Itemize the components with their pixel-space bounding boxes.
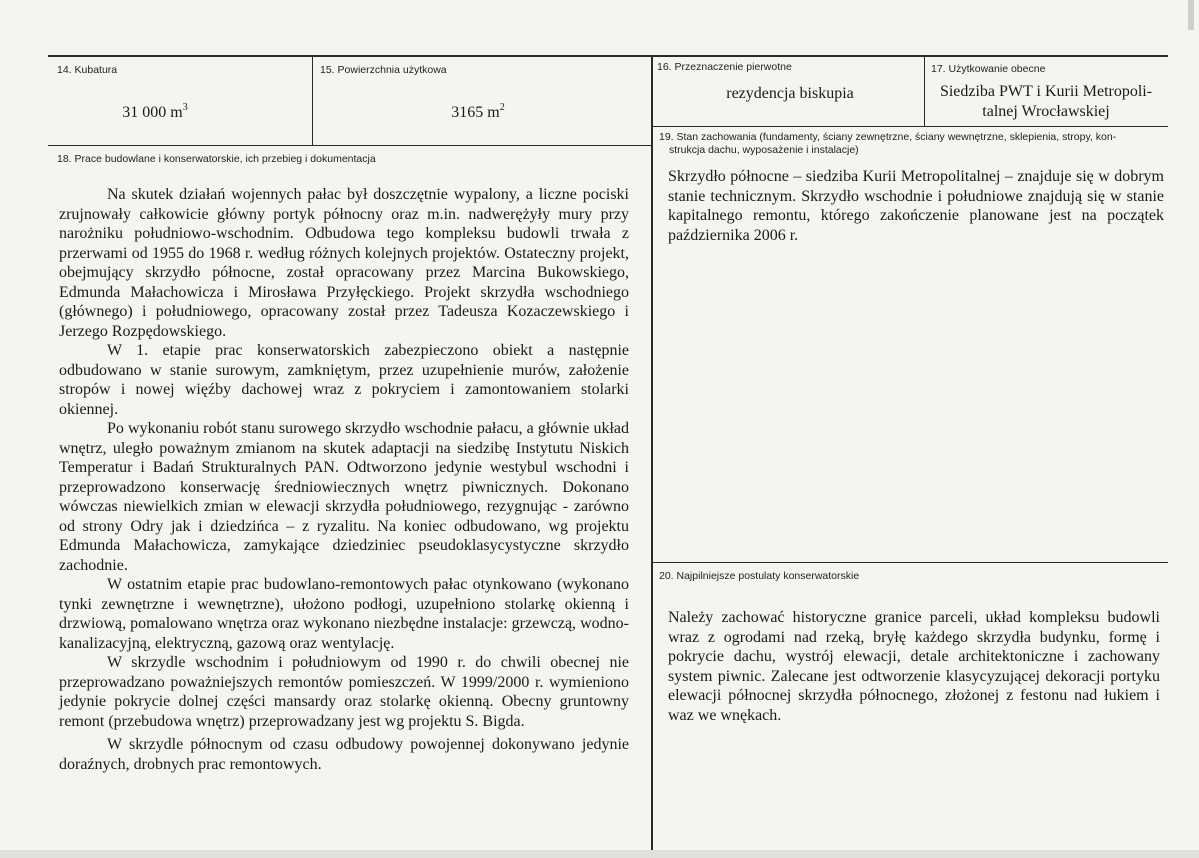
field-15-value [408,103,548,123]
kubatura-exponent: 3 [182,101,188,113]
paragraph: Na skutek działań wojennych pałac był doszczętnie wypalony, a liczne pociski zrujnowały całkowicie główny portyk północny oraz m.in. nadwerężyły mury przy narożniku południowo-wschodnim. Odbudowa tego kompleksu budowli trwała z przerwami od 1955 do 1968 r. według różnych kolejnych projektów. Ostateczny projekt, obejmujący skrzydło północne, został opracowany przez Marcina Bukowskiego, Edmunda Małachowicza i Mirosława Przyłęckiego. Projekt skrzydła wschodniego (głównego) i południowego, opracowany został przez Tadeusza Kozaczewskiego i Jerzego Rozpędowskiego. [59,186,629,340]
scan-edge-mark [1188,0,1194,30]
field-14-label: 14. Kubatura [57,64,118,76]
field-16-value: rezydencja biskupia [726,85,854,102]
field-15-label: 15. Powierzchnia użytkowa [320,64,447,76]
paragraph: W ostatnim etapie prac budowlano-remontowych pałac otynkowano (wykonano tynki zewnętrzne i wewnętrzne), ułożono podłogi, uzupełniono stolarkę okienną i drzwiową, pomalowano wnętrza oraz wykonano niezbędne instalacje: grzewczą, wodno-kanalizacyjną, elektryczną, gazową oraz wentylację. [59,576,629,652]
field-18-label: 18. Prace budowlane i konserwatorskie, ich przebieg i dokumentacja [57,153,376,165]
powierzchnia-value: 3165 m [451,104,500,121]
paragraph: W skrzydle wschodnim i południowym od 1990 r. do chwili obecnej nie przeprowadzano poważniejszych remontów pomieszczeń. W 1999/2000 r. wymieniono jedynie pokrycie dolnej części mansardy oraz stolarkę okienną. Obecny gruntowny remont (przebudowa wnętrz) przeprowadzany jest wg projektu S. Bigda. [59,654,629,730]
field-19-label-line1: 19. Stan zachowania (fundamenty, ściany zewnętrzne, ściany wewnętrzne, sklepienia, stropy, kon- [659,131,1117,143]
row1-bottom-rule-left [48,145,651,146]
divider-16-17 [924,56,925,127]
paragraph: Po wykonaniu robót stanu surowego skrzydło wschodnie pałacu, a głównie układ wnętrz, uległo poważnym zmianom na skutek adaptacji na siedzibę Instytutu Niskich Temperatur i Badań Strukturalnych PAN. Odtworzono jedynie westybul wschodni i przeprowadzono konserwację średniowiecznych wnętrz piwnicznych. Dokonano wówczas niewielkich zmian w elewacji skrzydła południowego, rezygnując - zarówno od strony Odry jak i dziedzińca – z ryzalitu. Na koniec odbudowano, wg projektu Edmunda Małachowicza, zamykające dziedziniec pseudoklasycystyczne skrzydło zachodnie. [59,420,629,574]
field-17-label: 17. Użytkowanie obecne [931,63,1046,75]
field-17-value-line1: Siedziba PWT i Kurii Metropoli- [939,83,1153,100]
paragraph: W 1. etapie prac konserwatorskich zabezpieczono obiekt a następnie odbudowano w stanie surowym, zamkniętym, przez uzupełnienie murów, założenie stropów i nowej więźby dachowej wraz z pokryciem i zamontowaniem stolarki okiennej. [59,342,629,418]
powierzchnia-exponent: 2 [499,101,505,113]
field-18-text [59,185,629,774]
section-20-rule [651,562,1168,563]
scan-edge-bottom [0,850,1199,858]
field-20-text: Należy zachować historyczne granice parceli, układ kompleksu budowli wraz z ogrodami nad rzeką, bryłę każdego skrzydła budynku, formę i pokrycie dachu, wystrój elewacji, detale architektoniczne i zachowany system piwnic. Zalecane jest odtworzenie klasycyzującej dekoracji portyku elewacji północnej skrzydła północnego, złożonej z festonu nad łukiem i waz we wnękach. [668,609,1160,724]
top-rule [48,55,1168,57]
center-divider [651,56,653,858]
kubatura-value: 31 000 m [122,104,183,121]
divider-14-15 [312,56,313,145]
paragraph: W skrzydle północnym od czasu odbudowy powojennej dokonywano jedynie doraźnych, drobnych prac remontowych. [59,736,629,773]
field-14-value [60,103,250,123]
row1-bottom-rule-right [651,126,1168,127]
field-19-text: Skrzydło północne – siedziba Kurii Metropolitalnej – znajduje się w dobrym stanie technicznym. Skrzydło wschodnie i południowe znajdują się w stanie kapitalnego remontu, którego zakończenie planowane jest na początek października 2006 r. [668,168,1164,244]
field-19-label-line2: strukcja dachu, wyposażenie i instalacje) [669,144,859,156]
field-16-label: 16. Przeznaczenie pierwotne [657,61,792,73]
field-17-value-line2: talnej Wrocławskiej [982,103,1110,120]
field-20-label: 20. Najpilniejsze postulaty konserwatorskie [659,570,860,582]
